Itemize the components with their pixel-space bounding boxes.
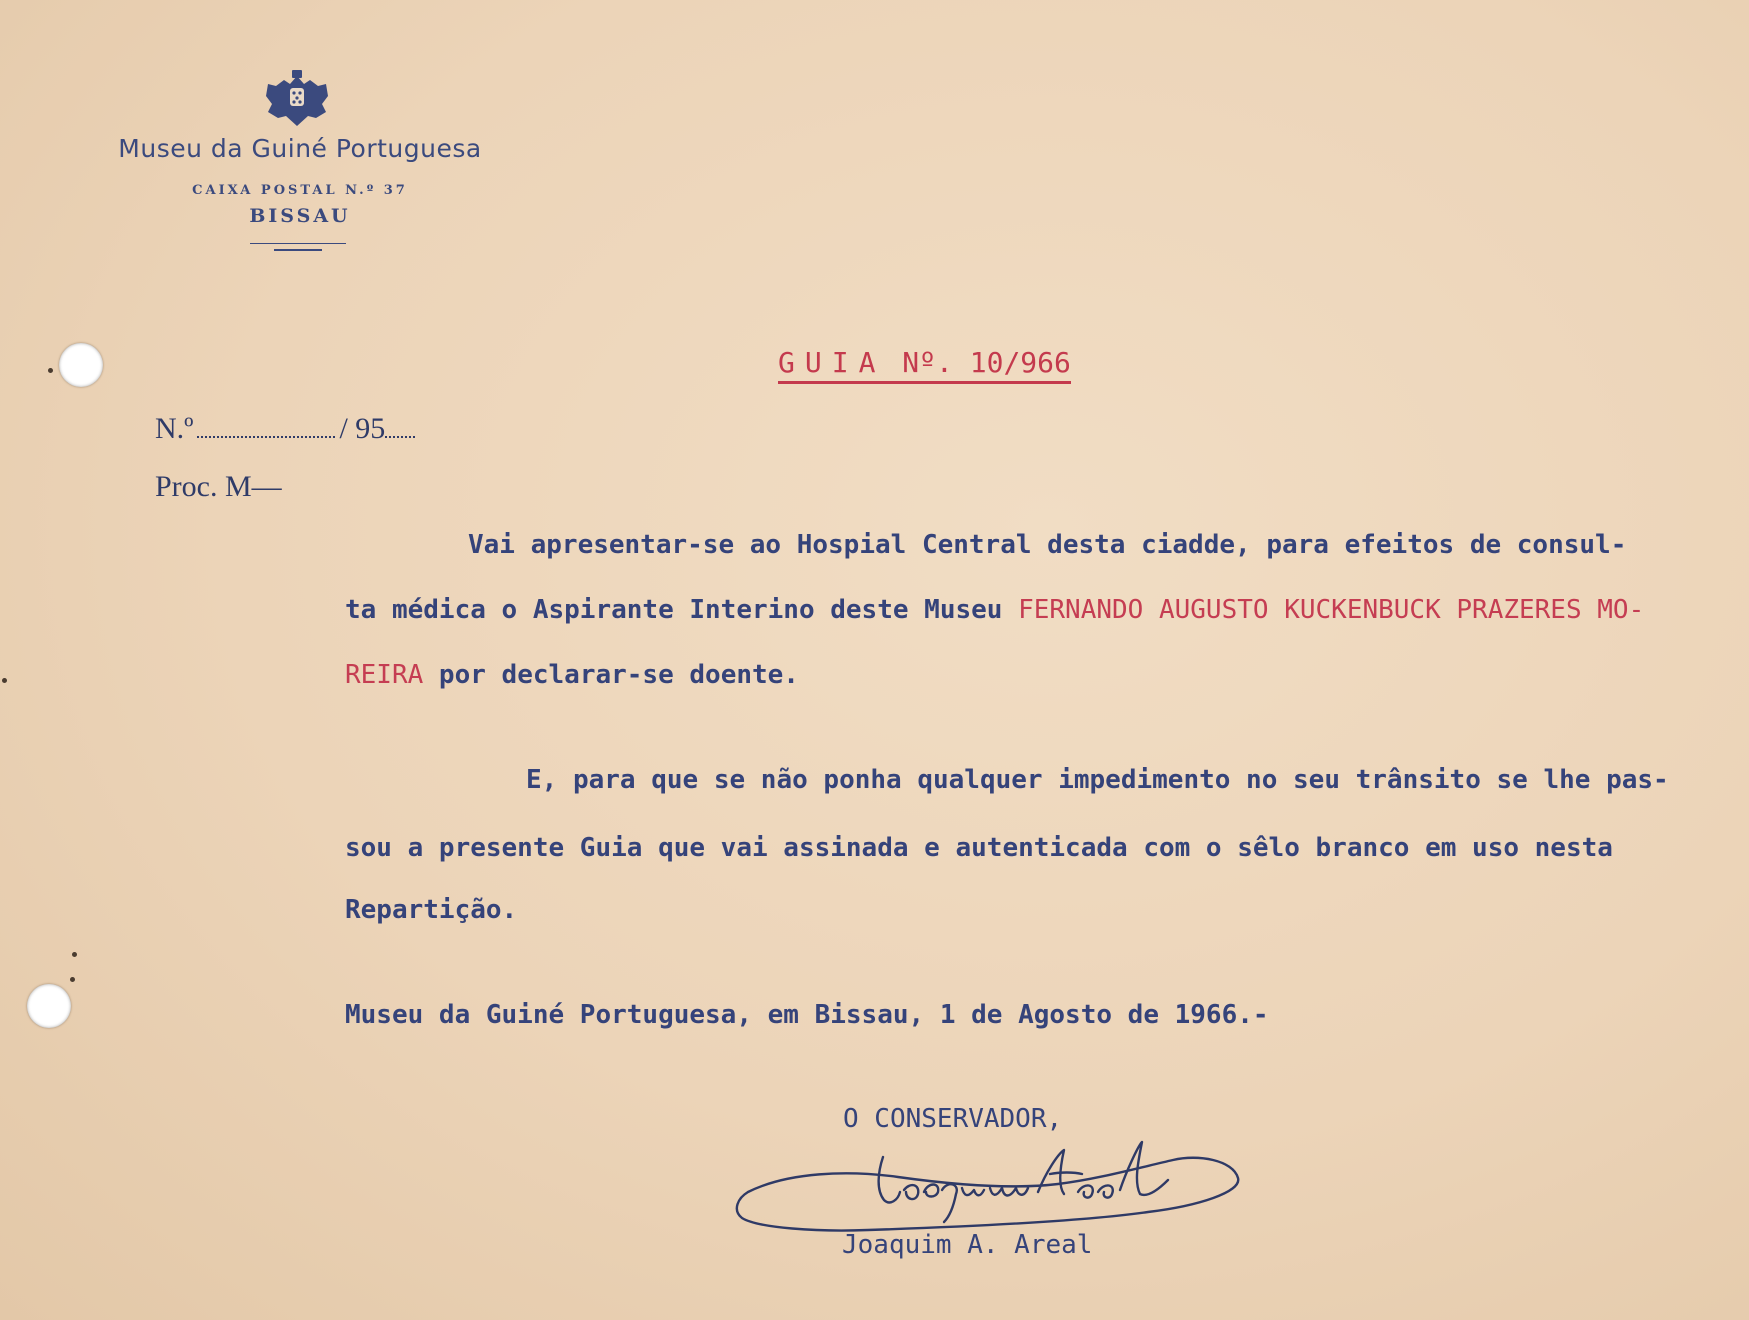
number-suffix: / 95 <box>339 412 386 445</box>
body-line: Vai apresentar-se ao Hospial Central desta ciadde, para efeitos de consul- <box>468 530 1627 560</box>
coat-of-arms-icon <box>260 70 334 128</box>
body-line: sou a presente Guia que vai assinada e autenticada com o sêlo branco em uso nesta <box>345 833 1613 863</box>
punch-hole <box>27 984 71 1028</box>
number-dotted-blank <box>197 436 335 438</box>
body-line <box>345 595 1644 625</box>
guia-number: Nº. 10/966 <box>902 346 1071 379</box>
ink-speck <box>2 678 7 683</box>
body-line <box>345 660 799 690</box>
person-name: FERNANDO AUGUSTO KUCKENBUCK PRAZERES MO- <box>1018 595 1645 625</box>
guia-number-heading <box>778 346 1071 384</box>
number-label: N.º <box>155 412 194 445</box>
handwritten-signature <box>728 1132 1248 1242</box>
ink-speck <box>72 952 77 957</box>
process-reference: Proc. M— <box>155 470 282 503</box>
number-dotted-blank <box>385 436 415 438</box>
body-line: Repartição. <box>345 895 518 925</box>
signatory-name: Joaquim A. Areal <box>842 1230 1093 1260</box>
letterhead-divider <box>250 243 346 244</box>
body-text: ta médica o Aspirante Interino deste Museu <box>345 595 1019 625</box>
signatory-title: O CONSERVADOR, <box>843 1104 1063 1134</box>
place-date-line: Museu da Guiné Portuguesa, em Bissau, 1 de Agosto de 1966.- <box>345 1000 1269 1030</box>
ink-speck <box>70 977 75 982</box>
ink-speck <box>48 368 53 373</box>
punch-hole <box>59 343 103 387</box>
person-name: REIRA <box>345 660 424 690</box>
body-text: por declarar-se doente. <box>423 660 799 690</box>
letterhead-city: BISSAU <box>249 205 351 227</box>
letterhead-postal-box: CAIXA POSTAL N.º 37 <box>192 183 408 198</box>
letterhead-divider <box>274 249 322 251</box>
letterhead-institution: Museu da Guiné Portuguesa <box>118 134 482 163</box>
reference-number <box>155 412 415 446</box>
guia-prefix: GUIA <box>778 346 886 379</box>
body-line: E, para que se não ponha qualquer impedimento no seu trânsito se lhe pas- <box>526 765 1669 795</box>
